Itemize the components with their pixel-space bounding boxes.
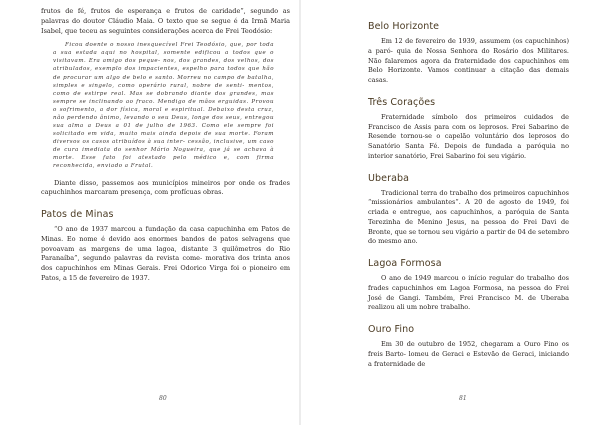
block-quote <box>53 41 274 170</box>
paragraph: O ano de 1949 marcou o início regular do trabalho dos frades capuchinhos em Lagoa Formosa, na pessoa do Frei José de Gangi. Também, Frei Francisco M. de Uberaba realizou ali um nobre trabalho. <box>368 274 569 312</box>
section-heading: Três Corações <box>368 96 436 108</box>
paragraph: Diante disso, passemos aos municípios mineiros por onde os frades capuchinhos marcaram presença, com profícuas obras. <box>41 178 290 197</box>
section-heading: Belo Horizonte <box>368 21 440 32</box>
paragraph: Fraternidade símbolo dos primeiros cuidados de Francisco de Assis para com os leprosos. Frei Sabarino de Resende tornou-se o capelão voluntário dos leprosos do Sanatório Santa Fé. Depois de fundada a paróquia no interior sanatório, Frei Sabarino foi seu vigário. <box>368 112 569 160</box>
paragraph: Em 30 de outubro de 1952, chegaram a Ouro Fino os freis Barto- lomeu de Geraci e Estevão de Geraci, iniciando a fraternidade de <box>368 340 569 368</box>
quote-text: Ficou doente o nosso inesquecível Frei Teodósio, que, por toda a sua estada aqui no hospital, somente edificou a todos que o visitavam. Era amigo dos peque- nos, dos grandes, dos velhos, dos atribulados, exemplo dos impacientes, espelho para todos que hão de procurar um algo de belo e santo. Morreu no campo de batalha, simples e singelo, como operário rural, nobre de senti- mentos, como de estirpe real. Mas se dobrando diante dos grandes, mas sempre se inclinando ao fraco. Mendigo de mãos erguidas. Provou o sofrimento, a dor física, moral e espiritual. Debaixo desta cruz, não perdendo ânimo, levando o seu Deus, longe dos seus, entregou sua alma a Deus a 01 de julho de 1963. Como ele sempre foi solicitado em vida, muito mais ainda depois de sua morte. Foram diversos os casos atribuídos à sua inter- cessão, inclusive, um caso de cura imediata do senhor Mário Nogueira, que já se achava à morte. Esse fato foi atestado pelo médico e, com firma reconhecida, enviado a Frutal. <box>53 42 274 170</box>
section-heading: Uberaba <box>368 172 410 184</box>
right-page <box>301 0 600 425</box>
page-number: 81 <box>459 395 467 402</box>
section-heading: Ouro Fino <box>368 324 415 335</box>
page-number: 80 <box>159 395 167 402</box>
paragraph: “O ano de 1937 marcou a fundação da casa capuchinha em Patos de Minas. Eo nome é devido aos enormes bandos de patos selvagens que povoavam as margens de uma lagoa, distante 3 quilômetros do Rio Paranaíba”, segundo palavras da revista come- morativa dos trinta anos dos capuchinhos em Minas Gerais. Frei Odorico Virga foi o pioneiro em Patos, a 15 de fevereiro de 1937. <box>41 225 290 282</box>
paragraph: Em 12 de fevereiro de 1939, assumem (os capuchinhos) a paró- quia de Nossa Senhora do Rosário dos Militares. Não falaremos agora da fraternidade dos capuchinhos em Belo Horizonte. Vamos continuar a citação das demais casas. <box>368 37 569 84</box>
intro-paragraph: frutos de fé, frutos de esperança e frutos de caridade”, segundo as palavras do doutor Cláudio Maia. O texto que se segue é da Irmã Maria Isabel, que teceu as seguintes considerações acerca de Frei Teodósio: <box>41 7 290 35</box>
paragraph: Tradicional terra do trabalho dos primeiros capuchinhos “missionários ambulantes”. A 20 de agosto de 1949, foi criada e entregue, aos capuchinhos, a paróquia de Santa Terezinha de Menino Jesus, na pessoa do Frei Davi de Bronte, que se tornou seu vigário a partir de 04 de setembro do mesmo ano. <box>368 188 569 246</box>
section-heading: Patos de Minas <box>41 209 114 220</box>
section-heading: Lagoa Formosa <box>368 258 442 269</box>
